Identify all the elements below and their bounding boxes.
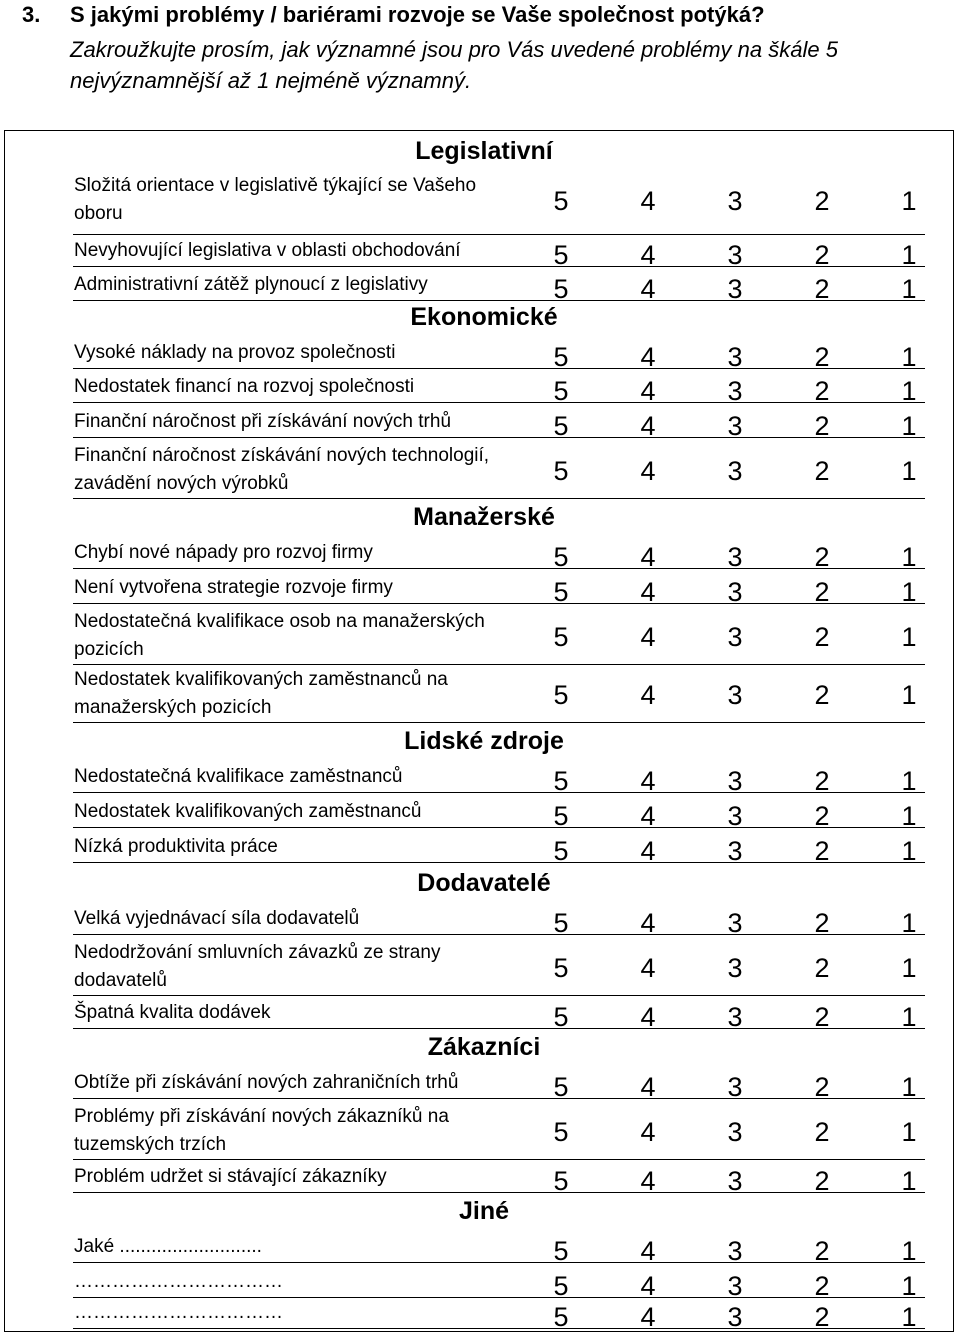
rating-option-5[interactable]: 5 — [553, 456, 569, 486]
rating-row — [5, 1266, 960, 1301]
rating-scale — [545, 679, 925, 711]
rating-table — [4, 130, 954, 1332]
rating-option-1[interactable]: 1 — [901, 1166, 917, 1196]
rating-option-2[interactable]: 2 — [814, 801, 830, 831]
rating-option-3[interactable]: 3 — [727, 1117, 743, 1147]
rating-option-3[interactable]: 3 — [727, 456, 743, 486]
rating-option-4[interactable]: 4 — [640, 1117, 656, 1147]
row-divider — [73, 498, 925, 499]
rating-option-2[interactable]: 2 — [814, 836, 830, 866]
rating-option-2[interactable]: 2 — [814, 411, 830, 441]
row-divider — [73, 792, 925, 793]
rating-option-2[interactable]: 2 — [814, 908, 830, 938]
rating-scale — [545, 621, 925, 653]
rating-option-2[interactable]: 2 — [814, 542, 830, 572]
rating-option-3[interactable]: 3 — [727, 766, 743, 796]
row-divider — [73, 1028, 925, 1029]
rating-option-1[interactable]: 1 — [901, 342, 917, 372]
rating-row-label: Špatná kvalita dodávek — [74, 1002, 271, 1023]
section-heading-ekonomicke: Ekonomické — [410, 303, 558, 331]
rating-option-4[interactable]: 4 — [640, 376, 656, 406]
rating-option-5[interactable]: 5 — [553, 342, 569, 372]
rating-option-1[interactable]: 1 — [901, 240, 917, 270]
rating-option-1[interactable]: 1 — [901, 577, 917, 607]
rating-option-4[interactable]: 4 — [640, 1072, 656, 1102]
rating-option-4[interactable]: 4 — [640, 1166, 656, 1196]
rating-row — [5, 171, 960, 235]
rating-option-5[interactable]: 5 — [553, 1072, 569, 1102]
rating-option-5[interactable]: 5 — [553, 1236, 569, 1266]
rating-option-3[interactable]: 3 — [727, 1236, 743, 1266]
rating-option-3[interactable]: 3 — [727, 542, 743, 572]
rating-option-5[interactable]: 5 — [553, 766, 569, 796]
section-heading-jine: Jiné — [458, 1197, 510, 1225]
section-heading-lidske-zdroje: Lidské zdroje — [404, 727, 564, 755]
rating-option-3[interactable]: 3 — [727, 836, 743, 866]
rating-option-5[interactable]: 5 — [553, 240, 569, 270]
rating-option-1[interactable]: 1 — [901, 274, 917, 304]
rating-option-1[interactable]: 1 — [901, 836, 917, 866]
rating-row — [5, 607, 960, 665]
rating-option-1[interactable]: 1 — [901, 411, 917, 441]
rating-row — [5, 1161, 960, 1196]
rating-row-label: Problém udržet si stávající zákazníky — [74, 1166, 387, 1187]
rating-option-4[interactable]: 4 — [640, 801, 656, 831]
rating-row-label: Složitá orientace v legislativě týkající se Vašeho oboru — [74, 175, 477, 224]
row-divider — [73, 603, 925, 604]
row-divider — [73, 437, 925, 438]
rating-option-1[interactable]: 1 — [901, 801, 917, 831]
rating-option-2[interactable]: 2 — [814, 577, 830, 607]
rating-scale — [545, 952, 925, 984]
rating-option-5[interactable]: 5 — [553, 680, 569, 710]
rating-row — [5, 235, 960, 270]
rating-option-1[interactable]: 1 — [901, 953, 917, 983]
row-divider — [73, 934, 925, 935]
rating-row — [5, 441, 960, 499]
rating-option-4[interactable]: 4 — [640, 766, 656, 796]
rating-option-3[interactable]: 3 — [727, 1166, 743, 1196]
row-divider — [73, 1262, 925, 1263]
row-divider — [73, 1192, 925, 1193]
rating-option-1[interactable]: 1 — [901, 1271, 917, 1301]
rating-row — [5, 831, 960, 866]
rating-option-2[interactable]: 2 — [814, 1166, 830, 1196]
rating-option-5[interactable]: 5 — [553, 1302, 569, 1332]
rating-row — [5, 997, 960, 1032]
rating-row-label: Nedostatek financí na rozvoj společnosti — [74, 376, 415, 397]
rating-option-5[interactable]: 5 — [553, 622, 569, 652]
row-divider — [73, 995, 925, 996]
rating-option-2[interactable]: 2 — [814, 456, 830, 486]
row-divider — [73, 402, 925, 403]
rating-option-4[interactable]: 4 — [640, 1302, 656, 1332]
rating-option-4[interactable]: 4 — [640, 240, 656, 270]
rating-row — [5, 572, 960, 607]
rating-option-3[interactable]: 3 — [727, 274, 743, 304]
rating-option-1[interactable]: 1 — [901, 542, 917, 572]
rating-option-5[interactable]: 5 — [553, 908, 569, 938]
rating-row-label: Problémy při získávání nových zákazníků na tuzemských trzích — [74, 1106, 449, 1155]
rating-option-2[interactable]: 2 — [814, 1271, 830, 1301]
rating-row — [5, 903, 960, 938]
row-divider — [73, 568, 925, 569]
rating-row — [5, 796, 960, 831]
rating-option-3[interactable]: 3 — [727, 622, 743, 652]
rating-option-3[interactable]: 3 — [727, 411, 743, 441]
rating-option-5[interactable]: 5 — [553, 577, 569, 607]
rating-row-label: …………………………… — [74, 1302, 283, 1323]
rating-row-label: Nevyhovující legislativa v oblasti obchodování — [74, 240, 461, 261]
rating-option-1[interactable]: 1 — [901, 186, 917, 216]
rating-row-label: Administrativní zátěž plynoucí z legislativy — [74, 274, 428, 295]
rating-option-5[interactable]: 5 — [553, 376, 569, 406]
rating-row-label: Jaké ........................... — [74, 1236, 262, 1257]
rating-row-label: Obtíže při získávání nových zahraničních trhů — [74, 1072, 459, 1093]
rating-option-4[interactable]: 4 — [640, 953, 656, 983]
rating-option-1[interactable]: 1 — [901, 766, 917, 796]
rating-row-label: Finanční náročnost získávání nových technologií, zavádění nových výrobků — [74, 445, 490, 494]
rating-option-2[interactable]: 2 — [814, 1302, 830, 1332]
section-heading-manazerske: Manažerské — [413, 503, 555, 531]
rating-row — [5, 938, 960, 996]
rating-option-4[interactable]: 4 — [640, 622, 656, 652]
rating-row-label: Není vytvořena strategie rozvoje firmy — [74, 577, 393, 598]
rating-option-2[interactable]: 2 — [814, 240, 830, 270]
rating-row — [5, 337, 960, 372]
rating-row — [5, 537, 960, 572]
rating-scale — [545, 185, 925, 217]
question-number: 3. — [22, 2, 41, 27]
question-title: S jakými problémy / bariérami rozvoje se Vaše společnost potýká? — [70, 2, 765, 27]
rating-option-2[interactable]: 2 — [814, 186, 830, 216]
rating-row-label: Nedodržování smluvních závazků ze strany dodavatelů — [74, 942, 441, 991]
section-heading-zakaznici: Zákazníci — [427, 1033, 541, 1061]
row-divider — [73, 827, 925, 828]
rating-option-3[interactable]: 3 — [727, 1002, 743, 1032]
rating-option-5[interactable]: 5 — [553, 411, 569, 441]
rating-option-2[interactable]: 2 — [814, 342, 830, 372]
rating-option-2[interactable]: 2 — [814, 376, 830, 406]
rating-option-3[interactable]: 3 — [727, 1072, 743, 1102]
rating-option-2[interactable]: 2 — [814, 680, 830, 710]
rating-option-5[interactable]: 5 — [553, 186, 569, 216]
row-divider — [73, 368, 925, 369]
rating-option-1[interactable]: 1 — [901, 1072, 917, 1102]
rating-row-label: Finanční náročnost při získávání nových trhů — [74, 411, 452, 432]
rating-option-5[interactable]: 5 — [553, 1002, 569, 1032]
rating-option-2[interactable]: 2 — [814, 1072, 830, 1102]
rating-row-label: Nedostatek kvalifikovaných zaměstnanců na manažerských pozicích — [74, 669, 448, 718]
rating-option-3[interactable]: 3 — [727, 376, 743, 406]
rating-option-1[interactable]: 1 — [901, 1236, 917, 1266]
rating-option-1[interactable]: 1 — [901, 456, 917, 486]
rating-option-2[interactable]: 2 — [814, 766, 830, 796]
rating-row — [5, 269, 960, 304]
rating-option-1[interactable]: 1 — [901, 376, 917, 406]
rating-scale — [545, 1116, 925, 1148]
row-divider — [73, 266, 925, 267]
rating-row — [5, 406, 960, 441]
question-instruction: Zakroužkujte prosím, jak významné jsou pro Vás uvedené problémy na škále 5 nejvýznamnější až 1 nejméně významný. — [70, 37, 838, 93]
rating-option-3[interactable]: 3 — [727, 1302, 743, 1332]
rating-row-label: Nedostatečná kvalifikace zaměstnanců — [74, 766, 403, 787]
rating-row-label: Nedostatek kvalifikovaných zaměstnanců — [74, 801, 422, 822]
rating-option-1[interactable]: 1 — [901, 1117, 917, 1147]
rating-row — [5, 1102, 960, 1160]
rating-row-label: …………………………… — [74, 1271, 283, 1292]
rating-option-3[interactable]: 3 — [727, 680, 743, 710]
rating-option-4[interactable]: 4 — [640, 1271, 656, 1301]
rating-row — [5, 1067, 960, 1102]
rating-option-2[interactable]: 2 — [814, 1002, 830, 1032]
rating-option-1[interactable]: 1 — [901, 908, 917, 938]
rating-option-4[interactable]: 4 — [640, 1002, 656, 1032]
row-divider — [73, 722, 925, 723]
rating-option-1[interactable]: 1 — [901, 622, 917, 652]
rating-option-3[interactable]: 3 — [727, 342, 743, 372]
rating-option-5[interactable]: 5 — [553, 801, 569, 831]
row-divider — [73, 1098, 925, 1099]
row-divider — [73, 1159, 925, 1160]
rating-row-label: Chybí nové nápady pro rozvoj firmy — [74, 542, 373, 563]
rating-row — [5, 665, 960, 723]
rating-option-1[interactable]: 1 — [901, 680, 917, 710]
rating-option-3[interactable]: 3 — [727, 240, 743, 270]
rating-row — [5, 371, 960, 406]
rating-option-2[interactable]: 2 — [814, 274, 830, 304]
rating-row-label: Nízká produktivita práce — [74, 836, 278, 857]
rating-row — [5, 761, 960, 796]
section-heading-legislativni: Legislativní — [415, 137, 553, 165]
rating-row-label: Vysoké náklady na provoz společnosti — [74, 342, 396, 363]
rating-option-1[interactable]: 1 — [901, 1002, 917, 1032]
rating-option-4[interactable]: 4 — [640, 411, 656, 441]
row-divider — [73, 862, 925, 863]
rating-option-4[interactable]: 4 — [640, 836, 656, 866]
rating-option-4[interactable]: 4 — [640, 342, 656, 372]
rating-option-5[interactable]: 5 — [553, 1271, 569, 1301]
rating-row-label: Nedostatečná kvalifikace osob na manažerských pozicích — [74, 611, 485, 660]
rating-row — [5, 1297, 960, 1332]
rating-option-1[interactable]: 1 — [901, 1302, 917, 1332]
section-heading-dodavatele: Dodavatelé — [417, 869, 551, 897]
rating-option-4[interactable]: 4 — [640, 908, 656, 938]
rating-option-4[interactable]: 4 — [640, 577, 656, 607]
rating-option-2[interactable]: 2 — [814, 622, 830, 652]
rating-option-3[interactable]: 3 — [727, 801, 743, 831]
rating-option-4[interactable]: 4 — [640, 186, 656, 216]
rating-scale — [545, 455, 925, 487]
rating-option-3[interactable]: 3 — [727, 953, 743, 983]
rating-option-2[interactable]: 2 — [814, 953, 830, 983]
rating-option-3[interactable]: 3 — [727, 577, 743, 607]
rating-option-4[interactable]: 4 — [640, 680, 656, 710]
rating-option-3[interactable]: 3 — [727, 1271, 743, 1301]
rating-option-2[interactable]: 2 — [814, 1117, 830, 1147]
rating-option-5[interactable]: 5 — [553, 836, 569, 866]
rating-option-5[interactable]: 5 — [553, 542, 569, 572]
rating-option-3[interactable]: 3 — [727, 908, 743, 938]
rating-option-4[interactable]: 4 — [640, 1236, 656, 1266]
rating-option-3[interactable]: 3 — [727, 186, 743, 216]
rating-row — [5, 1231, 960, 1266]
rating-row-label: Velká vyjednávací síla dodavatelů — [74, 908, 360, 929]
rating-option-4[interactable]: 4 — [640, 542, 656, 572]
rating-option-5[interactable]: 5 — [553, 1117, 569, 1147]
rating-option-4[interactable]: 4 — [640, 274, 656, 304]
rating-option-4[interactable]: 4 — [640, 456, 656, 486]
rating-option-5[interactable]: 5 — [553, 274, 569, 304]
rating-option-2[interactable]: 2 — [814, 1236, 830, 1266]
rating-option-5[interactable]: 5 — [553, 953, 569, 983]
row-divider — [73, 1328, 925, 1329]
rating-option-5[interactable]: 5 — [553, 1166, 569, 1196]
